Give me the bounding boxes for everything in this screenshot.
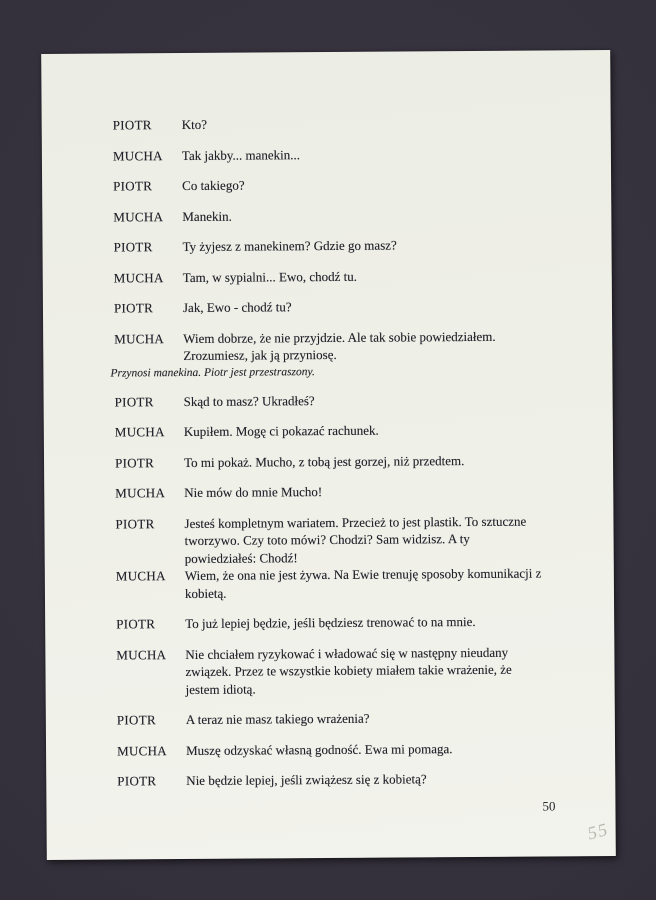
dialogue-text: Nie chciałem ryzykować i władować się w następny nieudany związek. Przez te wszystkie kobiety miałem takie wrażenie, że jestem idiotą. xyxy=(185,644,512,697)
dialogue-entry xyxy=(115,451,589,472)
speaker-name: MUCHA xyxy=(116,646,167,662)
dialogue-entry xyxy=(117,708,591,729)
dialogue-text: Manekin. xyxy=(182,208,232,224)
dialogue-entry xyxy=(113,235,587,256)
dialogue-text: Nie będzie lepiej, jeśli zwiążesz się z kobietą? xyxy=(186,771,427,789)
speaker-name: PIOTR xyxy=(114,454,155,470)
speaker-name: PIOTR xyxy=(113,178,153,194)
dialogue-text: Co takiego? xyxy=(182,177,245,194)
dialogue-text: Skąd to masz? Ukradłeś? xyxy=(183,392,315,409)
dialogue-text: Tak jakby... manekin... xyxy=(181,146,301,163)
stage-direction: Przynosi manekina. Piotr jest przestraszony. xyxy=(110,365,315,380)
dialogue-text: To już lepiej będzie, jeśli będziesz trenować to na mnie. xyxy=(185,613,476,632)
dialogue-entry xyxy=(115,420,589,441)
dialogue-entry xyxy=(113,113,587,134)
speaker-name: PIOTR xyxy=(115,515,155,531)
speaker-name: MUCHA xyxy=(114,424,165,440)
dialogue-text: Wiem dobrze, że nie przyjdzie. Ale tak sobie powiedziałem. Zrozumiesz, jak ją przyniosę. xyxy=(183,328,496,364)
dialogue-text: Ty żyjesz z manekinem? Gdzie go masz? xyxy=(182,237,397,255)
dialogue-entry xyxy=(117,739,591,760)
dialogue-entry xyxy=(114,327,588,365)
dialogue-entry xyxy=(113,144,587,165)
dialogue-text: Wiem, że ona nie jest żywa. Na Ewie trenuję sposoby komunikacji z kobietą. xyxy=(184,565,542,601)
dialogue-text: Jak, Ewo - chodź tu? xyxy=(182,299,292,316)
speaker-name: PIOTR xyxy=(113,239,153,255)
dialogue-entry xyxy=(116,564,590,602)
speaker-name: MUCHA xyxy=(115,485,166,501)
dialogue-entry xyxy=(117,769,591,790)
dialogue-text: Tam, w sypialni... Ewo, chodź tu. xyxy=(182,268,358,285)
dialogue-entry xyxy=(114,296,588,317)
dialogue-entry xyxy=(115,481,589,502)
speaker-name: MUCHA xyxy=(117,742,168,758)
dialogue-text: A teraz nie masz takiego wrażenia? xyxy=(185,710,370,728)
dialogue-entry xyxy=(113,205,587,226)
dialogue-text: Jesteś kompletnym wariatem. Przecież to jest plastik. To sztuczne tworzywo. Czy toto mówi? Chodzi? Sam widzisz. A ty powiedziałeś: Chodź! xyxy=(184,513,527,566)
dialogue-entry xyxy=(116,643,590,699)
dialogue-entry xyxy=(113,174,587,195)
speaker-name: MUCHA xyxy=(113,269,164,285)
speaker-name: MUCHA xyxy=(113,208,164,224)
speaker-name: PIOTR xyxy=(116,616,156,632)
speaker-name: MUCHA xyxy=(114,330,165,346)
dialogue-list xyxy=(41,50,615,803)
speaker-name: PIOTR xyxy=(117,773,157,789)
handwritten-note: 55 xyxy=(585,818,611,844)
dialogue-entry xyxy=(115,512,589,568)
page-number: 50 xyxy=(542,798,556,814)
speaker-name: PIOTR xyxy=(112,117,152,133)
dialogue-entry xyxy=(114,266,588,287)
speaker-name: MUCHA xyxy=(112,147,163,163)
dialogue-text: Kto? xyxy=(181,116,208,133)
dialogue-text: To mi pokaż. Mucho, z tobą jest gorzej, niż przedtem. xyxy=(183,452,465,470)
dialogue-text: Nie mów do mnie Mucho! xyxy=(184,484,323,501)
script-page xyxy=(41,50,616,860)
speaker-name: MUCHA xyxy=(115,568,166,584)
dialogue-text: Kupiłem. Mogę ci pokazać rachunek. xyxy=(183,422,379,440)
dialogue-text: Muszę odzyskać własną godność. Ewa mi pomaga. xyxy=(186,740,453,758)
dialogue-entry xyxy=(116,612,590,633)
dialogue-entry xyxy=(115,390,589,411)
speaker-name: PIOTR xyxy=(113,300,154,316)
speaker-name: PIOTR xyxy=(114,393,154,409)
speaker-name: PIOTR xyxy=(116,712,156,728)
